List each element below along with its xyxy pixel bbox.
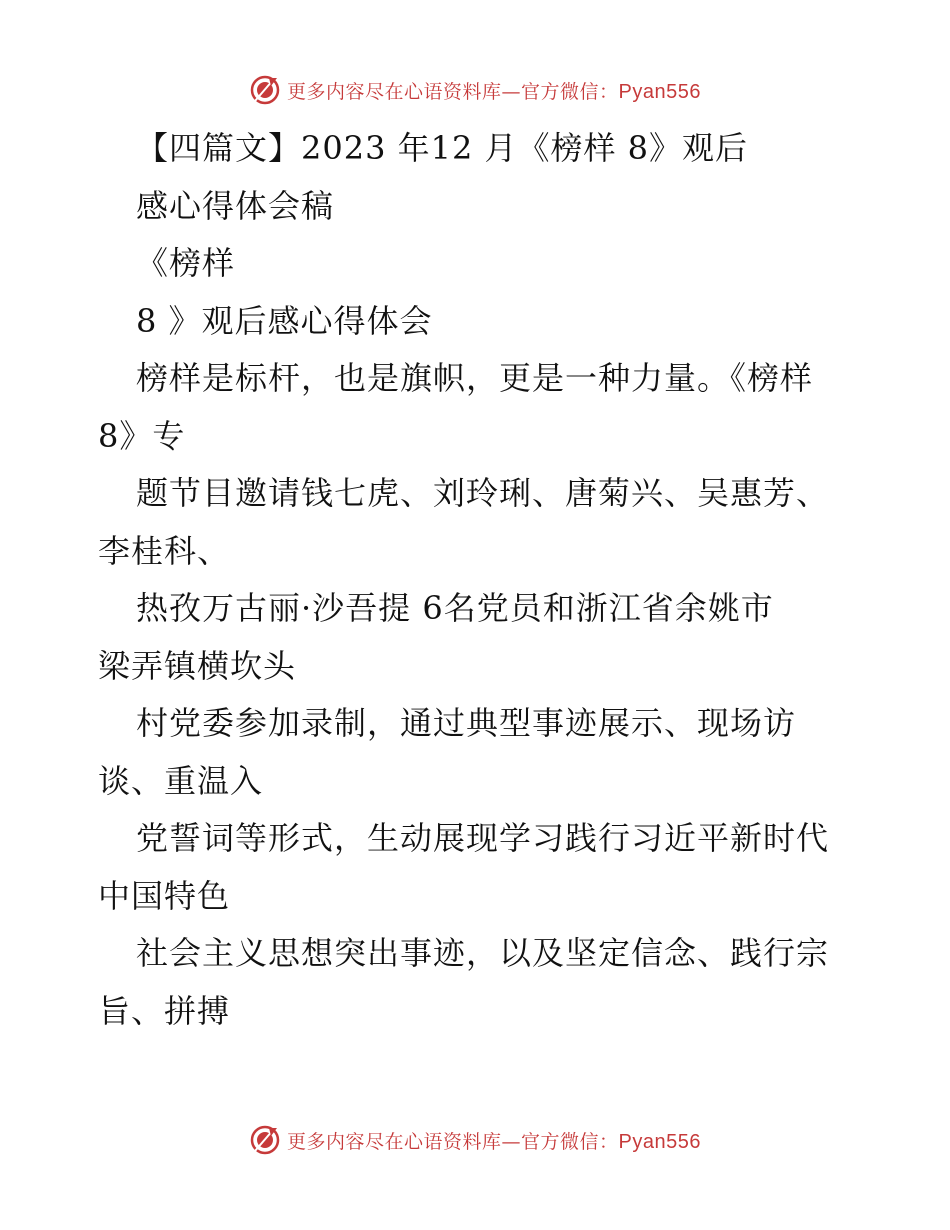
text-line: 村党委参加录制，通过典型事迹展示、现场访	[136, 704, 797, 742]
text-line: 题节目邀请钱七虎、刘玲琍、唐菊兴、吴惠芳、	[136, 474, 830, 512]
text-line: 中国特色	[98, 876, 231, 915]
text-line: 8》专	[98, 416, 186, 455]
text-line: 社会主义思想突出事迹，以及坚定信念、践行宗	[136, 934, 830, 972]
text-line: 【四篇文】2023 年12 月《榜样 8》观后	[136, 129, 749, 167]
text-line: 谈、重温入	[98, 761, 264, 800]
footer-watermark	[0, 1120, 950, 1160]
watermark-text: 更多内容尽在心语资料库—官方微信：Pyan556	[287, 1130, 701, 1153]
quill-seal-icon	[249, 1124, 281, 1156]
text-line: 榜样是标杆，也是旗帜，更是一种力量。《榜样	[136, 359, 814, 397]
text-line: 感心得体会稿	[136, 186, 335, 225]
header-watermark	[0, 70, 950, 110]
quill-seal-icon	[249, 74, 281, 106]
text-line: 8 》观后感心得体会	[136, 301, 433, 340]
watermark-text: 更多内容尽在心语资料库—官方微信：Pyan556	[287, 80, 701, 103]
text-line: 梁弄镇横坎头	[98, 646, 297, 685]
text-line: 党誓词等形式，生动展现学习践行习近平新时代	[136, 819, 830, 857]
text-line: 《榜样	[136, 244, 236, 282]
text-line: 旨、拼搏	[98, 991, 231, 1030]
text-line: 热孜万古丽·沙吾提 6名党员和浙江省余姚市	[136, 589, 774, 627]
document-body	[98, 120, 868, 1040]
text-line: 李桂科、	[98, 531, 231, 570]
